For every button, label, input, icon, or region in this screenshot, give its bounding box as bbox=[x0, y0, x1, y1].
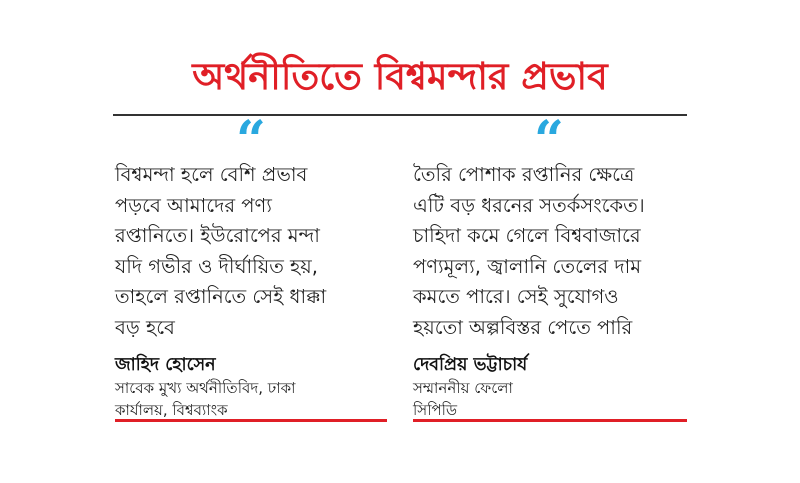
quote-text: তৈরি পোশাক রপ্তানির ক্ষেত্রে এটি বড় ধরনের সতর্কসংকেত। চাহিদা কমে গেলে বিশ্ববাজারে পণ্যমূল্য, জ্বালানি তেলের দাম কমতে পারে। সেই সুযোগও হয়তো অল্পবিস্তর পেতে পারি bbox=[413, 163, 645, 339]
speaker-designation: সাবেক মুখ্য অর্থনীতিবিদ, ঢাকা কার্যালয়, বিশ্বব্যাংক bbox=[115, 379, 296, 419]
page-title: অর্থনীতিতে বিশ্বমন্দার প্রভাব bbox=[192, 55, 608, 98]
quote-text: বিশ্বমন্দা হলে বেশি প্রভাব পড়বে আমাদের পণ্য রপ্তানিতে। ইউরোপের মন্দা যদি গভীর ও দীর্ঘায়িত হয়, তাহলে রপ্তানিতে সেই ধাক্কা বড় হবে bbox=[115, 163, 327, 339]
quote-mark-icon: “ bbox=[534, 110, 564, 171]
speaker-name: দেবপ্রিয় ভট্টাচার্য bbox=[413, 355, 528, 375]
title-divider bbox=[113, 114, 687, 116]
bottom-divider-left bbox=[115, 419, 387, 422]
speaker-name: জাহিদ হোসেন bbox=[115, 355, 216, 375]
bottom-divider-right bbox=[413, 419, 687, 422]
speaker-designation: সম্মাননীয় ফেলো সিপিডি bbox=[413, 379, 513, 419]
quote-card-right bbox=[413, 110, 685, 421]
quote-card-left bbox=[115, 110, 387, 421]
quote-mark-icon: “ bbox=[236, 110, 266, 171]
